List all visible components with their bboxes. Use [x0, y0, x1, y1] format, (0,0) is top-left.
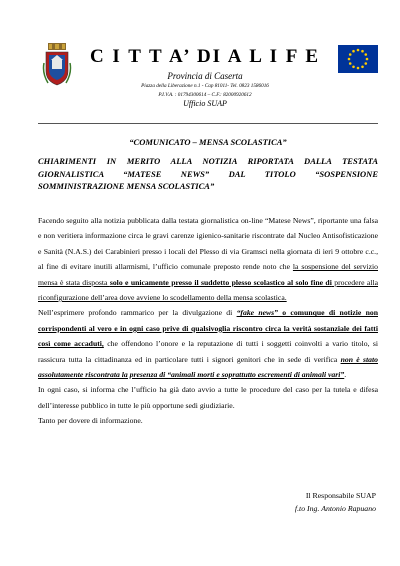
eu-star-icon — [361, 65, 364, 68]
eu-star-icon — [366, 58, 369, 61]
p2-end: . — [344, 370, 347, 380]
eu-star-icon — [357, 49, 360, 52]
fake-news-term: “fake news” — [236, 308, 279, 318]
signature-signer: f.to Ing. Antonio Rapuano — [294, 504, 376, 513]
subject-heading: CHIARIMENTI IN MERITO ALLA NOTIZIA RIPORTATA DALLA TESTATA GIORNALISTICA “MATESE NEWS” DAL TITOLO “SOSPENSIONE SOMMINISTRAZIONE MENSA SCOLASTICA” — [38, 156, 378, 191]
eu-flag-icon — [338, 45, 378, 73]
signature-block — [295, 489, 376, 515]
city-name: C I T T A’ DI A L I F E — [89, 46, 321, 67]
eu-star-icon — [364, 62, 367, 65]
paragraph-4: Tanto per dovere di informazione. — [38, 416, 143, 426]
municipal-crest-icon — [42, 43, 72, 87]
province-name: Provincia di Caserta — [167, 71, 243, 81]
document-body — [38, 213, 378, 429]
eu-star-icon — [348, 58, 351, 61]
paragraph-3: In ogni caso, si informa che l’ufficio ha già dato avvio a tutte le procedure del caso per la tutela e difesa dell’interesse pubblico in tutte le più opportune sedi giudiziarie. — [38, 385, 378, 410]
eu-star-icon — [349, 53, 352, 56]
p1-underlined: la sospensione del servizio mensa è stata disposta — [38, 262, 378, 287]
p2-text-continued: che offendono l’onore e la reputazione di tutti i soggetti coinvolti a vario titolo, si rassicura tutta la cittadinanza ed in particolare tutti i signori genitori che in sede di verifica — [38, 339, 378, 364]
p1-text: Facendo seguito alla notizia pubblicata dalla testata giornalistica on-line “Matese News”, riportante una falsa e non veritiera informazione circa le gravi carenze igienico-sanitarie riscontrate dal Nucleo Antisofisticazione e Sanità (N.A.S.) dei Carabinieri presso i locali del Plesso di via Gramsci nella giornata di ieri 9 ottobre c.c., al fine di evitare inutili allarmismi, l’ufficio comunale preposto rende noto che — [38, 216, 378, 272]
p2-underlined-bold: o comunque di notizie non corrispondenti al vero e in ogni caso prive di qualsivoglia riscontro circa la verità sostanziale dei fatti così come accaduti, — [38, 308, 378, 349]
office-name: Ufficio SUAP — [183, 99, 227, 108]
eu-star-icon — [357, 67, 360, 70]
eu-star-icon — [352, 50, 355, 53]
eu-star-icon — [352, 65, 355, 68]
paragraph-1 — [38, 213, 378, 305]
paragraph-2 — [38, 305, 378, 382]
letterhead — [80, 46, 330, 108]
eu-star-icon — [361, 50, 364, 53]
communique-title: “COMUNICATO – MENSA SCOLASTICA” — [129, 137, 287, 147]
p2-text: Nell’esprimere profondo rammarico per la divulgazione di — [38, 308, 237, 318]
tax-ids-line: P.I.V.A. : 01794300614 – C.F.: 82000920612 — [158, 91, 252, 98]
eu-star-icon — [364, 53, 367, 56]
eu-star-icon — [349, 62, 352, 65]
p1-underlined-end: procedere alla riconfigurazione dell’area dove avviene lo scodellamento della mensa scolastica. — [38, 277, 379, 303]
signature-role: Il Responsabile SUAP — [305, 491, 376, 500]
header-divider — [38, 123, 378, 124]
p2-emphasis: non è stato assolutamente riscontrata la presenza di “animali morti e soprattutto escrementi di animali vari” — [38, 354, 378, 380]
address-line: Piazza della Liberazione n.1 - Cap 81011- Tel. 0823 1586016 — [141, 83, 269, 89]
p1-underlined-bold: solo e unicamente presso il suddetto plesso scolastico al solo fine di — [109, 277, 332, 287]
